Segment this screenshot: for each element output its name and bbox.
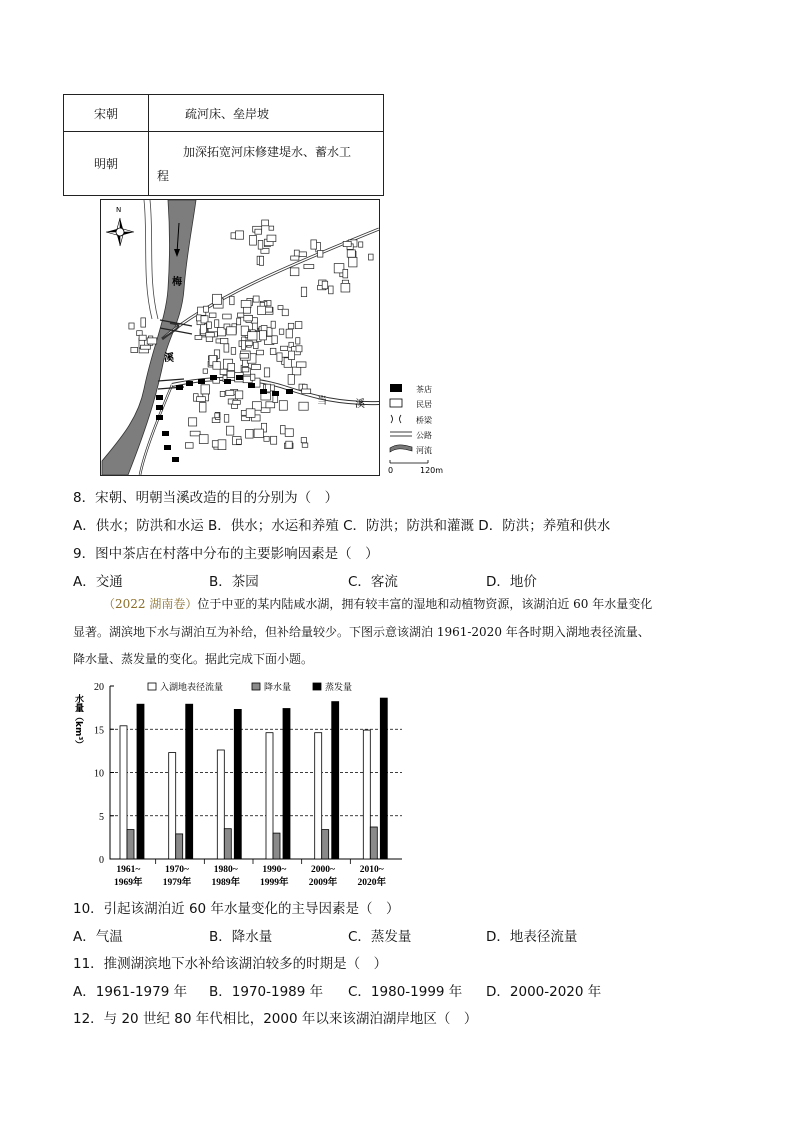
house <box>250 235 257 245</box>
house <box>218 440 226 450</box>
house <box>231 348 236 355</box>
house <box>334 264 344 273</box>
house <box>301 287 306 296</box>
legend-label: 河流 <box>416 446 432 455</box>
teashop <box>156 395 163 400</box>
house <box>195 335 202 339</box>
option: B．茶园 <box>209 574 259 590</box>
house <box>281 426 286 434</box>
house <box>288 375 294 385</box>
question-9: 9．图中茶店在村落中分布的主要影响因素是（ ） <box>73 546 379 562</box>
y-tick-label: 0 <box>99 855 104 866</box>
house <box>260 331 267 340</box>
house <box>244 307 251 313</box>
house <box>253 296 259 302</box>
house <box>258 240 263 249</box>
map-legend <box>388 384 443 475</box>
house <box>322 281 328 289</box>
house <box>264 436 269 441</box>
teashop <box>224 379 231 384</box>
house <box>286 329 292 338</box>
option: A．1961-1979 年 <box>73 984 188 1000</box>
house <box>228 363 235 370</box>
bar-precipitation <box>273 833 280 859</box>
scale-end: 120m <box>420 466 444 475</box>
house <box>304 265 314 269</box>
bar-evaporation <box>283 709 290 860</box>
house <box>196 315 201 321</box>
y-tick-label: 10 <box>94 768 104 780</box>
house <box>271 321 275 328</box>
legend-label: 民居 <box>416 400 432 409</box>
bar-runoff <box>266 733 273 859</box>
x-tick-label: 1990~ <box>262 865 287 875</box>
bar-runoff <box>169 753 176 859</box>
bar-precipitation <box>322 830 329 859</box>
house <box>253 342 258 348</box>
house <box>302 389 311 393</box>
house <box>295 322 302 329</box>
house <box>343 241 351 246</box>
house <box>233 400 241 404</box>
house <box>277 353 282 361</box>
house <box>241 326 248 335</box>
option: C．客流 <box>348 574 398 590</box>
legend-label: 蒸发量 <box>325 683 353 693</box>
bar-runoff <box>315 733 322 859</box>
passage-text: 位于中亚的某内陆咸水湖，拥有较丰富的湿地和动植物资源，该湖泊近 60 年水量变化 <box>197 597 653 611</box>
bar-precipitation <box>176 834 183 859</box>
house <box>215 413 219 418</box>
house <box>254 429 263 437</box>
stream-label: 溪 <box>355 399 365 410</box>
table-cell-measures <box>149 132 384 196</box>
question-8-options: A．供水；防洪和水运 B．供水；水运和养殖 C．防洪；防洪和灌溉 D．防洪；养殖和供水 <box>73 518 611 534</box>
house <box>292 367 301 375</box>
legend-teashop-swatch <box>390 384 402 392</box>
passage-line: 显著。湖滨地下水与湖泊互为补给，但补给量较少。下图示意该湖泊 1961-2020 年各时期入湖地表径流量、 <box>73 625 650 639</box>
house <box>272 336 277 344</box>
question-11: 11．推测湖滨地下水补给该湖泊较多的时期是（ ） <box>73 956 388 972</box>
passage-line: 降水量、蒸发量的变化。据此完成下面小题。 <box>73 652 314 666</box>
option: D．地表径流量 <box>486 929 578 945</box>
house <box>224 415 229 423</box>
option: D．地价 <box>486 574 537 590</box>
house <box>264 368 269 377</box>
house <box>204 306 209 312</box>
house <box>255 229 262 234</box>
house <box>285 429 293 437</box>
x-tick-label: 2010~ <box>359 865 384 875</box>
x-tick-label: 1980~ <box>213 865 238 875</box>
teashop <box>248 383 255 388</box>
house <box>185 443 193 449</box>
house <box>199 435 208 444</box>
house <box>246 409 255 418</box>
house <box>213 362 220 370</box>
legend-river-swatch <box>390 445 412 452</box>
teashop <box>286 389 293 394</box>
house <box>262 220 269 226</box>
measures-line: 加深拓宽河床修建堤水、蓄水工 <box>183 144 352 159</box>
house <box>226 426 233 435</box>
house <box>329 286 334 294</box>
house <box>311 240 317 249</box>
bar-precipitation <box>224 829 231 859</box>
house <box>302 443 308 447</box>
teashop <box>272 391 279 396</box>
teashop <box>156 415 163 420</box>
house <box>301 438 306 443</box>
bar-runoff <box>363 730 370 859</box>
house <box>213 294 222 304</box>
house <box>226 390 234 395</box>
option: C．蒸发量 <box>348 929 412 945</box>
legend-label: 茶店 <box>416 385 432 394</box>
legend-label: 入湖地表径流量 <box>160 683 224 693</box>
option: B．1970-1989 年 <box>209 984 324 1000</box>
passage-source: （2022 湖南卷） <box>103 597 198 611</box>
house <box>139 335 146 340</box>
house <box>359 242 363 247</box>
bar-evaporation <box>332 702 339 859</box>
house <box>237 439 242 444</box>
x-tick-label: 1979年 <box>162 878 192 888</box>
bar-evaporation <box>234 709 241 859</box>
option: A．交通 <box>73 574 123 590</box>
house <box>242 367 249 372</box>
legend-label: 公路 <box>416 431 432 440</box>
x-tick-label: 1969年 <box>114 878 143 888</box>
house <box>242 341 246 350</box>
village-map <box>100 199 450 477</box>
house <box>129 323 134 329</box>
x-tick-label: 2000~ <box>311 865 335 875</box>
house <box>207 322 212 329</box>
option: B．降水量 <box>209 929 273 945</box>
question-8: 8．宋朝、明朝当溪改造的目的分别为（ ） <box>73 490 339 506</box>
house <box>223 314 232 319</box>
teashop <box>210 375 217 380</box>
legend-swatch <box>252 683 260 690</box>
legend-house-swatch <box>390 399 402 407</box>
teashop <box>260 389 267 394</box>
house <box>220 391 225 396</box>
question-12: 12．与 20 世纪 80 年代相比，2000 年以来该湖泊湖岸地区（ ） <box>73 1011 478 1027</box>
house <box>257 350 264 355</box>
y-tick-label: 15 <box>94 725 104 737</box>
house <box>279 329 284 334</box>
house <box>238 313 244 317</box>
house <box>215 320 219 328</box>
house <box>291 256 299 260</box>
teashop <box>162 431 169 436</box>
river-label: 梅 <box>172 277 182 288</box>
house <box>279 401 287 411</box>
dynasty-table <box>63 94 384 196</box>
house <box>299 402 308 410</box>
teashop <box>156 405 163 410</box>
river-label: 溪 <box>164 353 174 364</box>
option: D．2000-2020 年 <box>486 984 602 1000</box>
scale-bar <box>390 460 428 463</box>
house <box>318 251 323 258</box>
x-tick-label: 1970~ <box>165 865 189 875</box>
house <box>288 323 294 329</box>
house <box>227 371 235 377</box>
house <box>203 369 208 373</box>
option: A．气温 <box>73 929 123 945</box>
house <box>189 418 197 426</box>
house <box>271 436 277 444</box>
house <box>250 374 255 380</box>
bar-runoff <box>120 726 127 859</box>
legend-bridge-swatch <box>391 415 401 423</box>
house <box>248 332 257 340</box>
house <box>147 338 157 344</box>
house <box>369 254 374 260</box>
house <box>199 403 206 412</box>
x-tick-label: 1989年 <box>211 878 240 888</box>
house <box>141 345 151 349</box>
house <box>267 235 276 242</box>
house <box>190 431 200 436</box>
legend-road-swatch <box>390 432 412 436</box>
house <box>343 269 348 278</box>
house <box>269 226 274 230</box>
house <box>296 338 300 344</box>
measures-line: 程 <box>157 168 170 183</box>
house <box>296 362 306 367</box>
house <box>349 257 357 267</box>
house <box>201 385 210 394</box>
house <box>251 365 260 370</box>
house <box>212 441 218 447</box>
house <box>237 318 241 325</box>
teashop <box>186 381 193 386</box>
legend-label: 降水量 <box>264 683 292 693</box>
x-tick-label: 2009年 <box>308 878 338 888</box>
question-10: 10．引起该湖泊近 60 年水量变化的主导因素是（ ） <box>73 901 400 917</box>
teashop <box>236 375 243 380</box>
y-tick-label: 5 <box>99 811 104 823</box>
teashop <box>172 457 179 462</box>
legend-label: 桥梁 <box>416 416 432 425</box>
house <box>141 318 146 327</box>
north-label: N <box>116 206 122 214</box>
water-volume-chart <box>70 678 410 890</box>
house <box>259 256 263 265</box>
house <box>244 315 253 321</box>
house <box>131 347 138 352</box>
house <box>206 333 215 337</box>
table-cell-measures: 疏河床、垒岸坡 <box>149 95 384 132</box>
house <box>341 283 350 292</box>
house <box>236 231 244 239</box>
table-cell-dynasty: 宋朝 <box>64 95 149 132</box>
legend-swatch <box>313 683 321 690</box>
teashop <box>164 445 171 450</box>
house <box>197 397 206 402</box>
house <box>220 369 227 374</box>
house <box>221 338 228 343</box>
y-axis-label: 水量（km³） <box>73 694 83 750</box>
house <box>281 346 288 350</box>
house <box>270 348 276 354</box>
stream-label: 当 <box>317 396 327 407</box>
bar-evaporation <box>380 698 387 859</box>
house <box>240 354 249 359</box>
house <box>224 344 229 352</box>
bar-runoff <box>217 750 224 859</box>
house <box>296 346 302 352</box>
y-tick-label: 20 <box>94 682 104 693</box>
house <box>261 408 270 413</box>
house <box>258 306 266 314</box>
scale-zero: 0 <box>388 466 394 475</box>
house <box>209 313 216 318</box>
house <box>241 300 251 307</box>
x-tick-label: 1961~ <box>116 865 141 875</box>
house <box>286 441 292 448</box>
bar-evaporation <box>186 704 193 859</box>
house <box>230 296 234 304</box>
teashop <box>198 379 205 384</box>
option: C．1980-1999 年 <box>348 984 463 1000</box>
teashop <box>176 385 183 390</box>
house <box>347 250 355 257</box>
table-cell-dynasty: 明朝 <box>64 132 149 196</box>
x-tick-label: 1999年 <box>260 878 289 888</box>
house <box>290 268 299 276</box>
house <box>235 391 243 399</box>
legend-swatch <box>148 683 156 690</box>
bar-precipitation <box>127 830 134 859</box>
bar-evaporation <box>137 704 144 859</box>
x-tick-label: 2020年 <box>357 878 386 888</box>
house <box>227 327 236 335</box>
bar-precipitation <box>370 827 377 859</box>
house <box>246 430 254 439</box>
house <box>282 309 288 316</box>
house <box>289 351 295 359</box>
passage-line <box>103 591 652 618</box>
